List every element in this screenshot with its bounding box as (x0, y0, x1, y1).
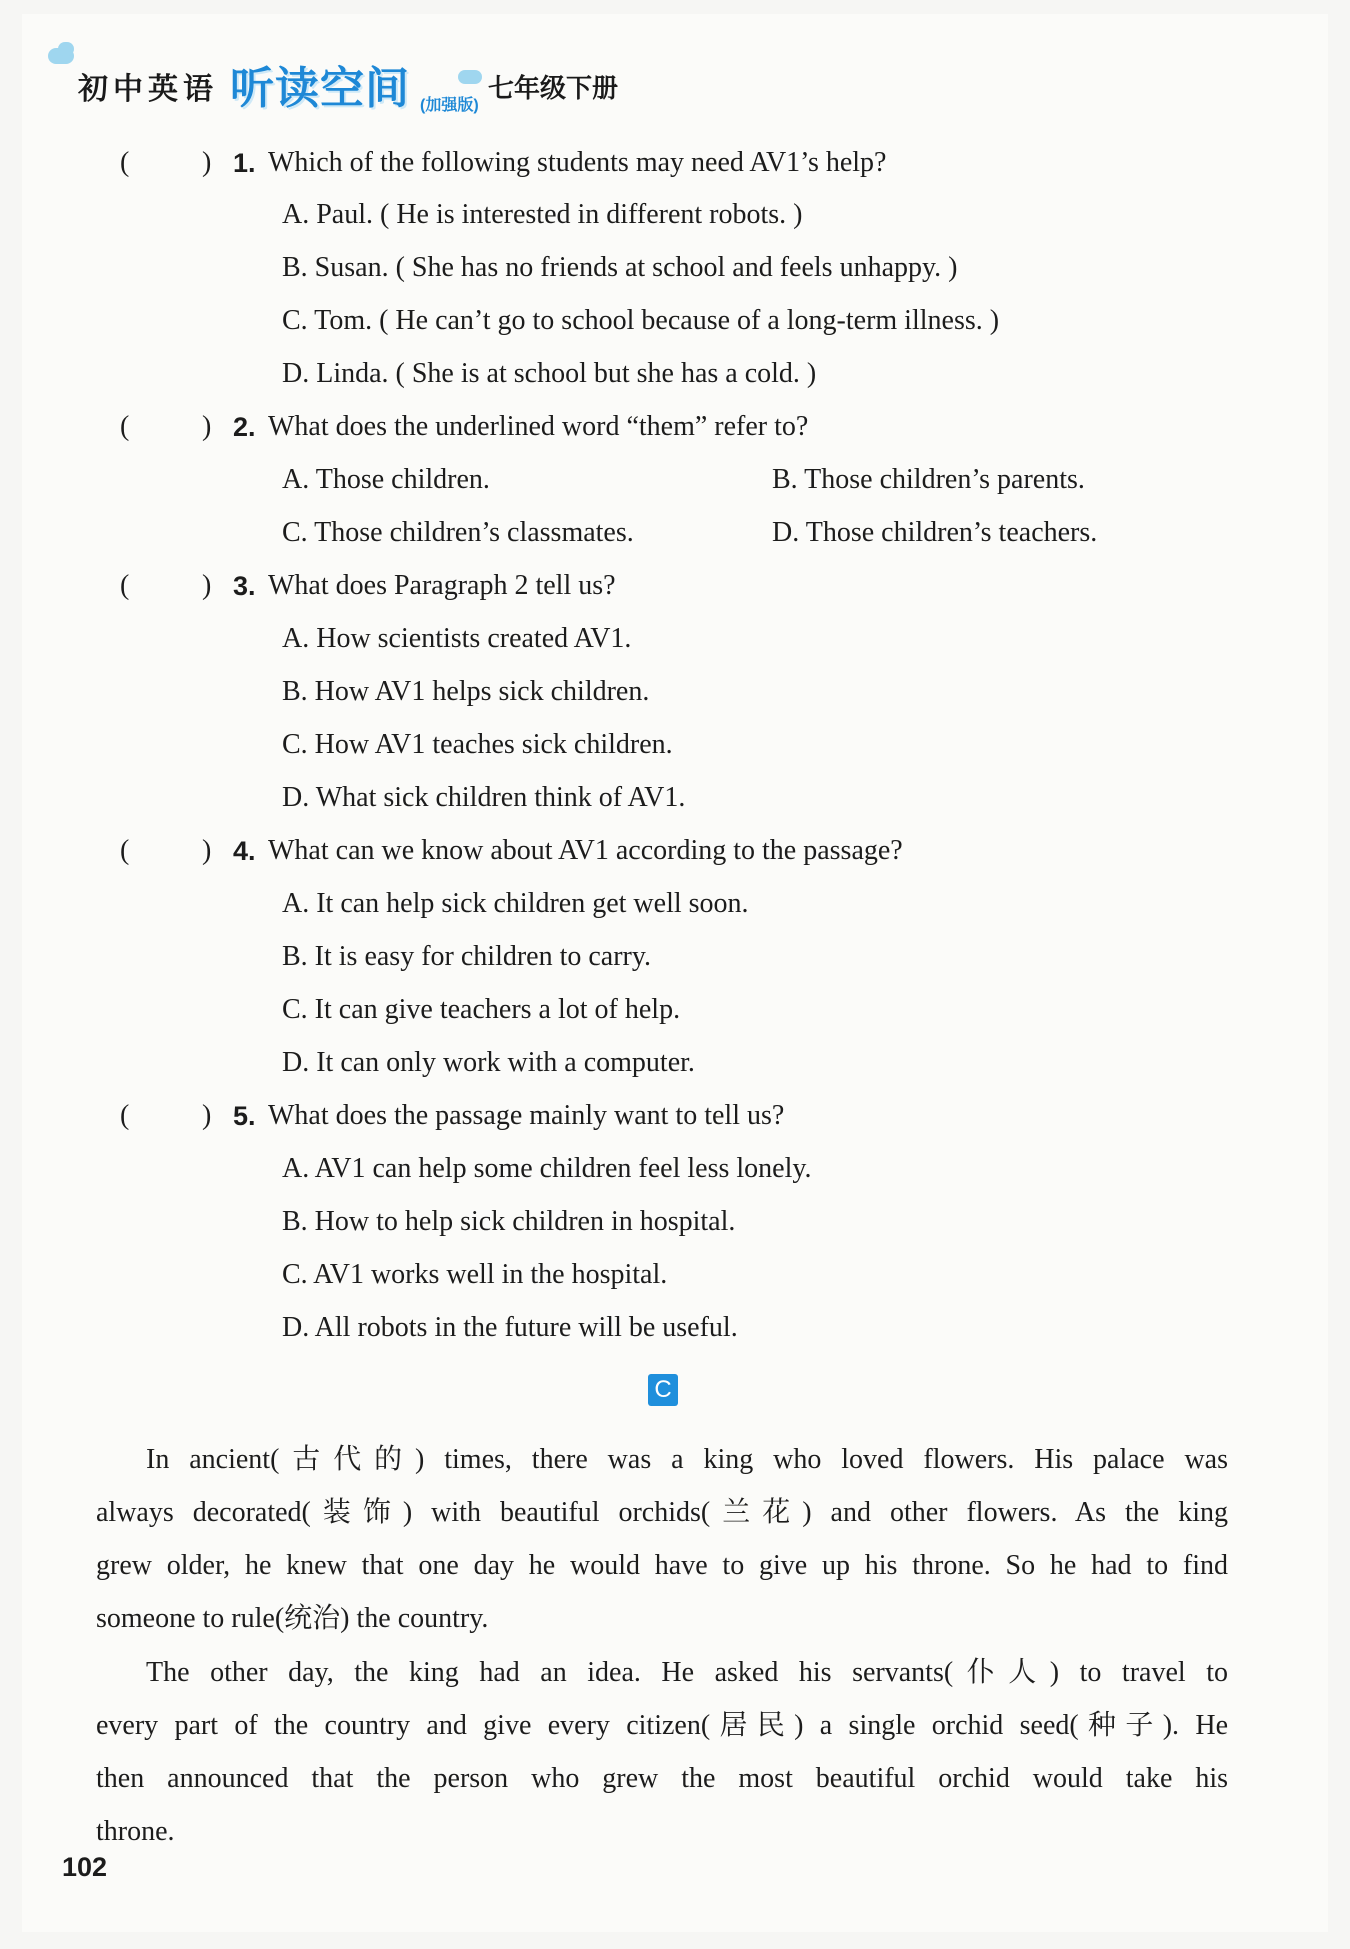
cloud-icon (458, 70, 482, 84)
answer-blank-close: ) (202, 570, 212, 601)
option-a: A. How scientists created AV1. (282, 623, 632, 654)
section-label: C (648, 1374, 678, 1406)
option-d: D. Those children’s teachers. (772, 517, 1098, 548)
option-d: D. Linda. ( She is at school but she has a cold. ) (282, 358, 817, 389)
option-a: A. Paul. ( He is interested in different robots. ) (282, 199, 803, 230)
option-c: C. It can give teachers a lot of help. (282, 994, 681, 1025)
question-stem: Which of the following students may need AV1’s help? (268, 147, 887, 178)
passage-line: throne. (96, 1816, 175, 1847)
passage-line: grew older, he knew that one day he would have to give up his throne. So he had to find (96, 1550, 1228, 1581)
answer-blank-open: ( (120, 1100, 130, 1131)
option-c: C. Tom. ( He can’t go to school because of a long-term illness. ) (282, 305, 1000, 336)
option-c: C. AV1 works well in the hospital. (282, 1259, 668, 1290)
answer-blank-close: ) (202, 1100, 212, 1131)
passage-line: every part of the country and give every citizen(居民) a single orchid seed(种子). He (96, 1710, 1228, 1741)
option-a: A. AV1 can help some children feel less lonely. (282, 1153, 812, 1184)
question-number: 4. (233, 836, 256, 866)
answer-blank-close: ) (202, 835, 212, 866)
option-d: D. All robots in the future will be useful. (282, 1312, 738, 1343)
series-title: 初中英语 (78, 73, 218, 106)
question-stem: What can we know about AV1 according to the passage? (268, 835, 903, 866)
option-b: B. Those children’s parents. (772, 464, 1085, 495)
answer-blank-open: ( (120, 147, 130, 178)
question-number: 3. (233, 571, 256, 601)
edition-label: (加强版) (420, 97, 479, 114)
passage-line: In ancient(古代的) times, there was a king who loved flowers. His palace was (146, 1444, 1228, 1475)
option-b: B. It is easy for children to carry. (282, 941, 652, 972)
option-b: B. How to help sick children in hospital. (282, 1206, 736, 1237)
page-header (48, 48, 748, 118)
option-a: A. Those children. (282, 464, 490, 495)
grade-label: 七年级下册 (488, 73, 619, 103)
answer-blank-open: ( (120, 835, 130, 866)
option-b: B. Susan. ( She has no friends at school and feels unhappy. ) (282, 252, 958, 283)
passage-line: then announced that the person who grew the most beautiful orchid would take his (96, 1763, 1228, 1794)
passage-line: The other day, the king had an idea. He asked his servants(仆人) to travel to (146, 1657, 1228, 1688)
answer-blank-open: ( (120, 411, 130, 442)
option-a: A. It can help sick children get well soon. (282, 888, 749, 919)
question-stem: What does Paragraph 2 tell us? (268, 570, 616, 601)
question-stem: What does the passage mainly want to tell us? (268, 1100, 785, 1131)
question-stem: What does the underlined word “them” refer to? (268, 411, 809, 442)
passage-paragraph-2 (96, 1646, 1228, 1858)
question-number: 1. (233, 148, 256, 178)
question-number: 5. (233, 1101, 256, 1131)
cloud-icon (48, 48, 74, 64)
option-d: D. It can only work with a computer. (282, 1047, 695, 1078)
option-b: B. How AV1 helps sick children. (282, 676, 650, 707)
question-number: 2. (233, 412, 256, 442)
answer-blank-close: ) (202, 147, 212, 178)
passage-line: someone to rule(统治) the country. (96, 1603, 489, 1634)
brand-logo: 听读空间 (230, 64, 410, 113)
option-d: D. What sick children think of AV1. (282, 782, 686, 813)
answer-blank-close: ) (202, 411, 212, 442)
option-c: C. Those children’s classmates. (282, 517, 634, 548)
option-c: C. How AV1 teaches sick children. (282, 729, 673, 760)
passage-paragraph-1 (96, 1433, 1228, 1645)
passage-line: always decorated(装饰) with beautiful orchids(兰花) and other flowers. As the king (96, 1497, 1228, 1528)
answer-blank-open: ( (120, 570, 130, 601)
page-number: 102 (62, 1852, 108, 1882)
